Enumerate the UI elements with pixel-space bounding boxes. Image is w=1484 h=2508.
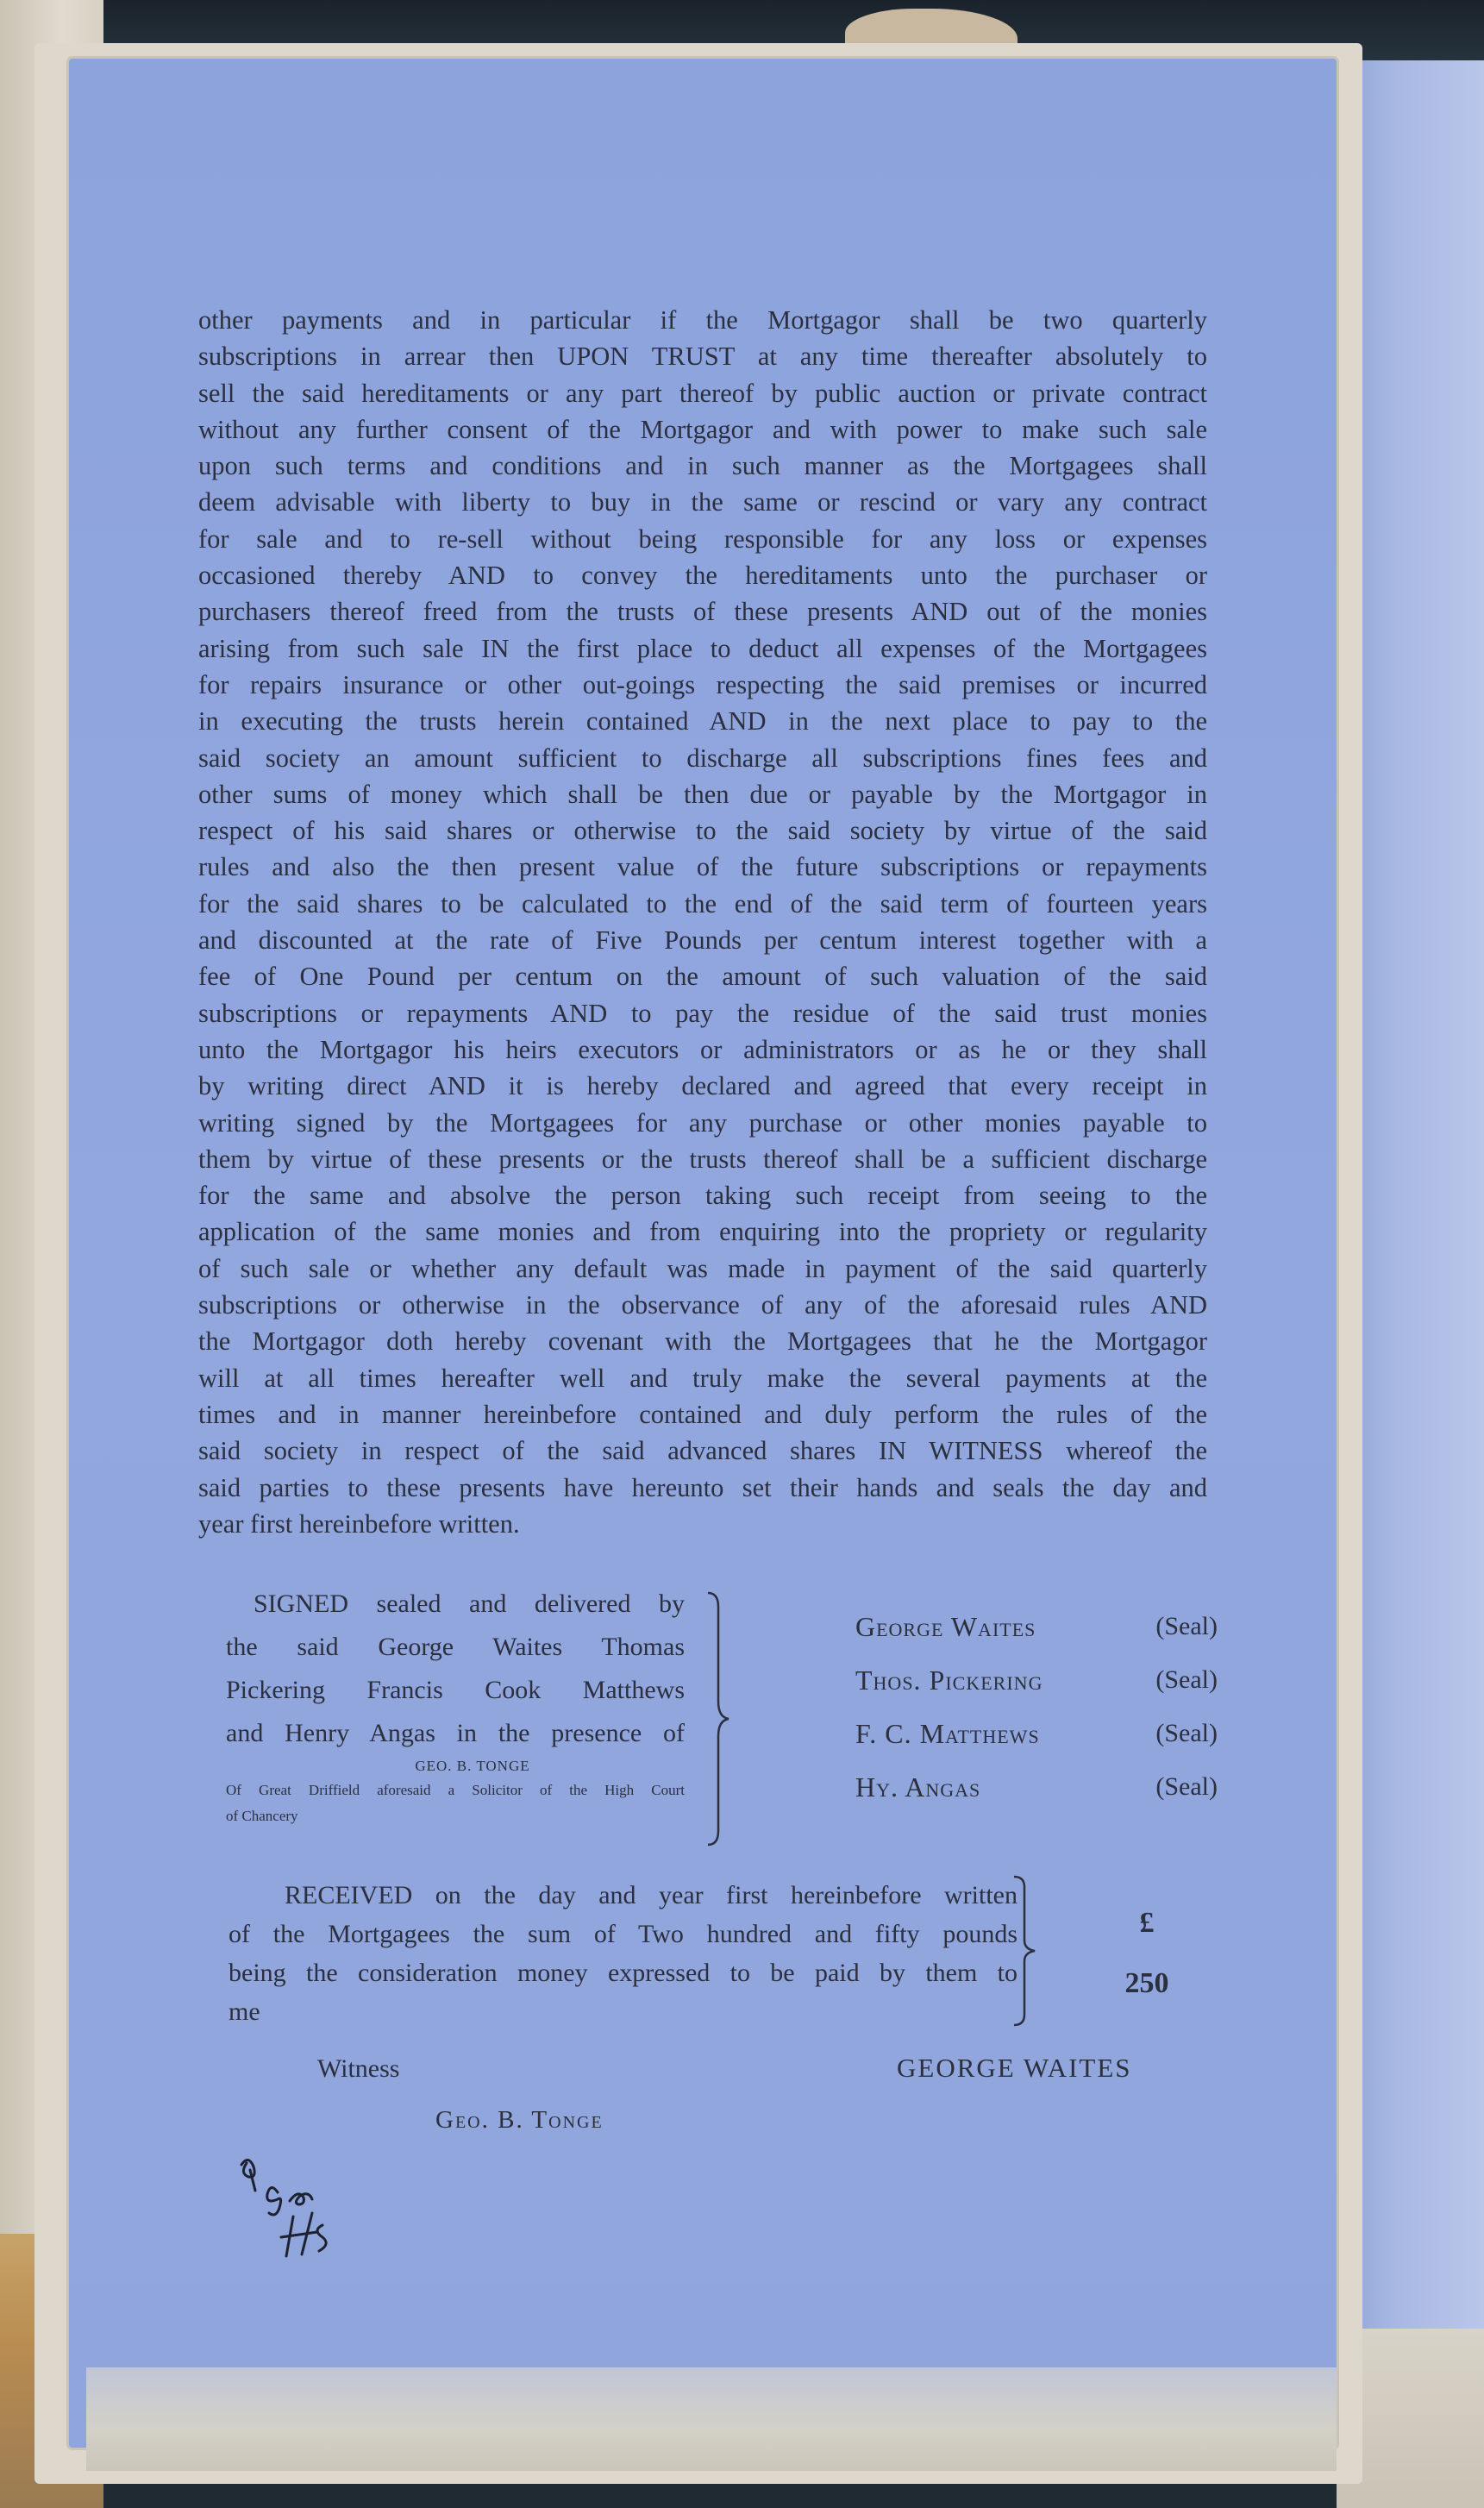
deed-body-line: application of the same monies and from enquiring into the propriety or regularity — [198, 1217, 1207, 1247]
page-bottom-edge — [86, 2367, 1337, 2471]
receipt-line: RECEIVED on the day and year first hereinbefore written — [285, 1881, 1018, 1909]
receipt-amount — [1095, 1893, 1199, 2014]
deed-body-line: other sums of money which shall be then due or payable by the Mortgagor in — [198, 779, 1207, 809]
signatory-name: F. C. Matthews — [855, 1718, 1040, 1749]
deed-body-line: occasioned thereby AND to convey the hereditaments unto the purchaser or — [198, 561, 1207, 591]
deed-body-line: said parties to these presents have hereunto set their hands and seals the day and — [198, 1472, 1207, 1502]
deed-body-line: times and in manner hereinbefore contained and duly perform the rules of the — [198, 1399, 1207, 1429]
deed-body-line: deem advisable with liberty to buy in the same or rescind or vary any contract — [198, 487, 1207, 517]
witness-description-line: of Chancery — [226, 1808, 298, 1824]
seal-label: (Seal) — [1155, 1665, 1218, 1694]
deed-body — [198, 302, 1207, 1542]
pound-sign: £ — [1139, 1907, 1155, 1939]
signatory-row — [855, 1707, 1218, 1760]
deed-body-line: for the same and absolve the person taking such receipt from seeing to the — [198, 1181, 1207, 1211]
attestation-brace-icon — [704, 1589, 730, 1848]
signatory-row — [855, 1653, 1218, 1707]
signatory-name: Thos. Pickering — [855, 1665, 1043, 1696]
deed-body-line: in executing the trusts herein contained AND in the next place to pay to the — [198, 706, 1207, 737]
receipt-line: being the consideration money expressed to be paid by them to — [229, 1959, 1018, 1987]
deed-body-line: arising from such sale IN the first place to deduct all expenses of the Mortgagees — [198, 633, 1207, 663]
receipt-clause — [229, 1876, 1022, 2031]
amount-value: 250 — [1124, 1967, 1169, 1999]
seal-label: (Seal) — [1155, 1772, 1218, 1801]
deed-body-line: said society an amount sufficient to discharge all subscriptions fines fees and — [198, 743, 1207, 773]
deed-body-line: year first hereinbefore written. — [198, 1508, 520, 1539]
deed-body-text — [198, 302, 1207, 1542]
signatory-name: Hy. Angas — [855, 1771, 981, 1803]
receipt-line: of the Mortgagees the sum of Two hundred and fifty pounds — [229, 1920, 1018, 1948]
deed-body-line: of such sale or whether any default was made in payment of the said quarterly — [198, 1253, 1207, 1283]
signatory-row — [855, 1600, 1218, 1653]
receipt-witness-signature: Geo. B. Tonge — [435, 2106, 604, 2134]
deed-body-line: other payments and in particular if the Mortgagor shall be two quarterly — [198, 305, 1207, 335]
signatory-row — [855, 1760, 1218, 1814]
deed-body-line: said society in respect of the said advanced shares IN WITNESS whereof the — [198, 1436, 1207, 1466]
receipt-line: me — [229, 1997, 260, 2026]
attesting-witness-name: GEO. B. TONGE — [415, 1758, 530, 1774]
deed-body-line: unto the Mortgagor his heirs executors or administrators or as he or they shall — [198, 1034, 1207, 1064]
deed-body-line: upon such terms and conditions and in such manner as the Mortgagees shall — [198, 451, 1207, 481]
deed-body-line: purchasers thereof freed from the trusts of these presents AND out of the monies — [198, 597, 1207, 627]
deed-body-line: the Mortgagor doth hereby covenant with the Mortgagees that he the Mortgagor — [198, 1326, 1207, 1357]
attestation-line: the said George Waites Thomas — [226, 1633, 685, 1661]
deed-body-line: for the said shares to be calculated to the end of the said term of fourteen years — [198, 888, 1207, 919]
receipt-brace-icon — [1011, 1873, 1036, 2028]
deed-body-line: rules and also the then present value of the future subscriptions or repayments — [198, 852, 1207, 882]
deed-body-line: writing signed by the Mortgagees for any purchase or other monies payable to — [198, 1107, 1207, 1138]
deed-body-line: respect of his said shares or otherwise to the said society by virtue of the said — [198, 816, 1207, 846]
deed-body-line: subscriptions or repayments AND to pay the residue of the said trust monies — [198, 998, 1207, 1028]
receiver-signature: GEORGE WAITES — [897, 2053, 1132, 2083]
attestation-block — [226, 1583, 1218, 1841]
deed-body-line: will at all times hereafter well and truly make the several payments at the — [198, 1363, 1207, 1393]
attestation-clause — [226, 1583, 685, 1829]
deed-body-line: and discounted at the rate of Five Pounds per centum interest together with a — [198, 925, 1207, 956]
seal-label: (Seal) — [1155, 1719, 1218, 1747]
handwritten-initials-icon — [233, 2147, 362, 2268]
deed-body-line: subscriptions or otherwise in the observance of any of the aforesaid rules AND — [198, 1290, 1207, 1320]
witness-label: Witness — [317, 2054, 400, 2083]
deed-body-line: for sale and to re-sell without being responsible for any loss or expenses — [198, 524, 1207, 554]
signatory-name: George Waites — [855, 1611, 1036, 1642]
signatories-list — [855, 1600, 1218, 1814]
deed-body-line: without any further consent of the Mortgagor and with power to make such sale — [198, 414, 1207, 444]
attestation-line: and Henry Angas in the presence of — [226, 1719, 685, 1747]
deed-body-line: subscriptions in arrear then UPON TRUST at any time thereafter absolutely to — [198, 342, 1207, 372]
attestation-line: Pickering Francis Cook Matthews — [226, 1676, 685, 1704]
seal-label: (Seal) — [1155, 1612, 1218, 1640]
deed-body-line: them by virtue of these presents or the trusts thereof shall be a sufficient discharge — [198, 1144, 1207, 1174]
attestation-line: SIGNED sealed and delivered by — [254, 1589, 685, 1618]
deed-body-line: sell the said hereditaments or any part thereof by public auction or private contract — [198, 378, 1207, 408]
deed-body-line: for repairs insurance or other out-goings respecting the said premises or incurred — [198, 669, 1207, 699]
receipt-text — [229, 1876, 1018, 2031]
deed-body-line: fee of One Pound per centum on the amount of such valuation of the said — [198, 962, 1207, 992]
witness-description-line: Of Great Driffield aforesaid a Solicitor of the High Court — [226, 1782, 685, 1798]
deed-body-line: by writing direct AND it is hereby declared and agreed that every receipt in — [198, 1071, 1207, 1101]
